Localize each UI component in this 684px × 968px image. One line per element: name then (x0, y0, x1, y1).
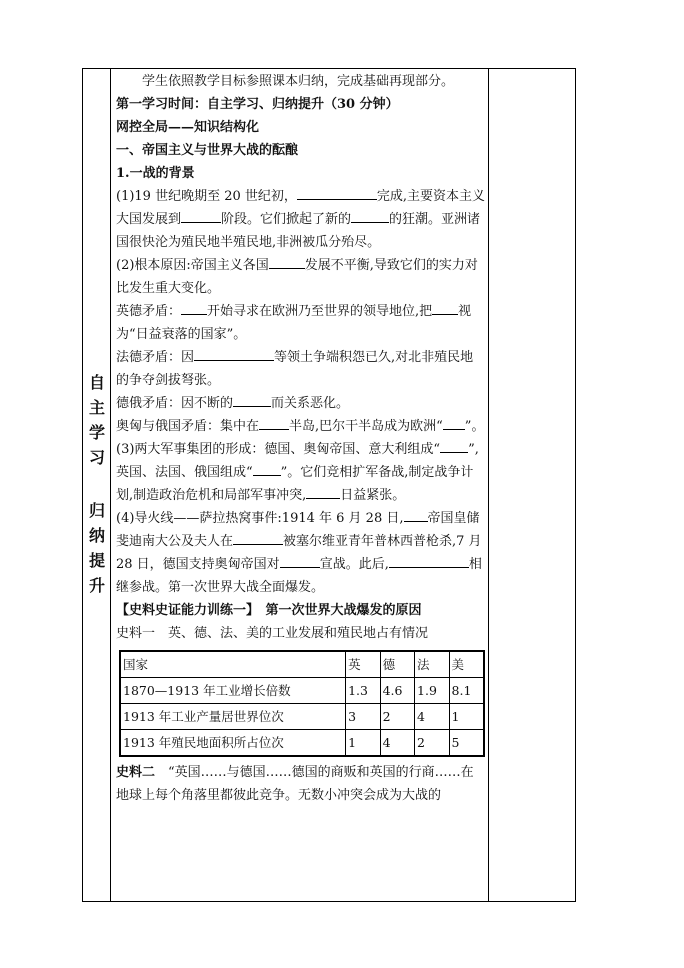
table-cell: 美 (449, 651, 484, 678)
table-cell: 8.1 (449, 678, 484, 704)
paragraph-7: (3)两大军事集团的形成：德国、奥匈帝国、意大利组成“ ”,英国、法国、俄国组成“ ”。它们竞相扩军备战,制定战争计划,制造政治危机和局部军事冲突, 日益紧张。 (116, 438, 486, 507)
intro-text: 学生依照教学目标参照课本归纳，完成基础再现部分。 (142, 74, 455, 89)
side-char: 自 (88, 373, 105, 392)
blank[interactable] (440, 439, 468, 453)
table-cell: 1913 年工业产量居世界位次 (120, 704, 346, 730)
table-cell: 法 (415, 651, 449, 678)
blank[interactable] (443, 416, 465, 430)
paragraph-4: 法德矛盾：因 等领土争端积怨已久,对北非殖民地的争夺剑拔弩张。 (116, 346, 486, 392)
blank[interactable] (194, 347, 274, 361)
table-row (120, 704, 484, 730)
blank[interactable] (389, 554, 469, 568)
blank[interactable] (351, 209, 389, 223)
paragraph-6: 奥匈与俄国矛盾：集中在 半岛,巴尔干半岛成为欧洲“ ”。 (116, 415, 486, 438)
heading-subsection: 1.一战的背景 (116, 166, 195, 181)
blank[interactable] (253, 462, 281, 476)
side-char: 归 (88, 501, 105, 520)
side-char: 提 (88, 551, 105, 570)
table-cell: 4 (415, 704, 449, 730)
blank[interactable] (181, 301, 207, 315)
table-cell: 1.3 (346, 678, 380, 704)
paragraph-8: (4)导火线——萨拉热窝事件:1914 年 6 月 28 日, 帝国皇储斐迪南大公及夫人在 被塞尔维亚青年普林西普枪杀,7 月 28 日，德国支持奥匈帝国对 宣战。此后, 相继参战。第一次世界大战全面爆发。 (116, 507, 486, 599)
paragraph-3: 英德矛盾： 开始寻求在欧洲乃至世界的领导地位,把 视为“日益衰落的国家”。 (116, 300, 486, 346)
table-cell: 1.9 (415, 678, 449, 704)
table-cell: 德 (380, 651, 414, 678)
training-title: 【史料史证能力训练一】 第一次世界大战爆发的原因 (116, 603, 422, 618)
side-char: 学 (88, 423, 105, 442)
heading-overview: 网控全局——知识结构化 (116, 120, 260, 135)
paragraph-2: (2)根本原因:帝国主义各国 发展不平衡,导致它们的实力对比发生重大变化。 (116, 254, 486, 300)
material-1-title: 史料一 英、德、法、美的工业发展和殖民地占有情况 (116, 626, 429, 641)
blank[interactable] (297, 186, 377, 200)
blank[interactable] (233, 393, 271, 407)
table-cell: 2 (415, 730, 449, 757)
material-2-text: “英国……与德国……德国的商贩和英国的行商……在地球上每个角落里都彼此竞争。无数小冲突会成为大战的 (116, 765, 474, 803)
material-2-label: 史料二 (116, 765, 156, 780)
heading-section: 一、帝国主义与世界大战的酝酿 (116, 143, 299, 158)
blank[interactable] (181, 209, 221, 223)
table-cell: 国家 (120, 651, 346, 678)
table-cell: 5 (449, 730, 484, 757)
side-char: 主 (88, 398, 105, 417)
blank[interactable] (280, 554, 320, 568)
table-row (120, 678, 484, 704)
table-cell: 1870—1913 年工业增长倍数 (120, 678, 346, 704)
table-cell: 1 (449, 704, 484, 730)
side-char: 习 (88, 448, 105, 467)
material-2 (116, 761, 486, 807)
heading-study-time: 第一学习时间：自主学习、归纳提升（30 分钟） (116, 97, 399, 112)
column-divider-right (488, 68, 489, 902)
table-cell: 2 (380, 704, 414, 730)
side-char: 纳 (88, 526, 105, 545)
blank[interactable] (306, 485, 340, 499)
table-cell: 4.6 (380, 678, 414, 704)
paragraph-5: 德俄矛盾：因不断的 而关系恶化。 (116, 392, 486, 415)
main-content (116, 70, 486, 807)
blank[interactable] (259, 416, 289, 430)
table-cell: 4 (380, 730, 414, 757)
blank[interactable] (432, 301, 458, 315)
data-table (119, 650, 485, 757)
blank[interactable] (404, 508, 428, 522)
paragraph-1: (1)19 世纪晚期至 20 世纪初， 完成,主要资本主义大国发展到 阶段。它们掀起了新的 的狂潮。亚洲诸国很快沦为殖民地半殖民地,非洲被瓜分殆尽。 (116, 185, 486, 254)
side-label (84, 370, 110, 598)
table-header-row (120, 651, 484, 678)
blank[interactable] (269, 255, 305, 269)
blank[interactable] (233, 531, 283, 545)
table-cell: 3 (346, 704, 380, 730)
table-row (120, 730, 484, 757)
table-cell: 英 (346, 651, 380, 678)
column-divider-left (110, 68, 111, 902)
side-char: 升 (88, 576, 105, 595)
table-cell: 1913 年殖民地面积所占位次 (120, 730, 346, 757)
table-cell: 1 (346, 730, 380, 757)
